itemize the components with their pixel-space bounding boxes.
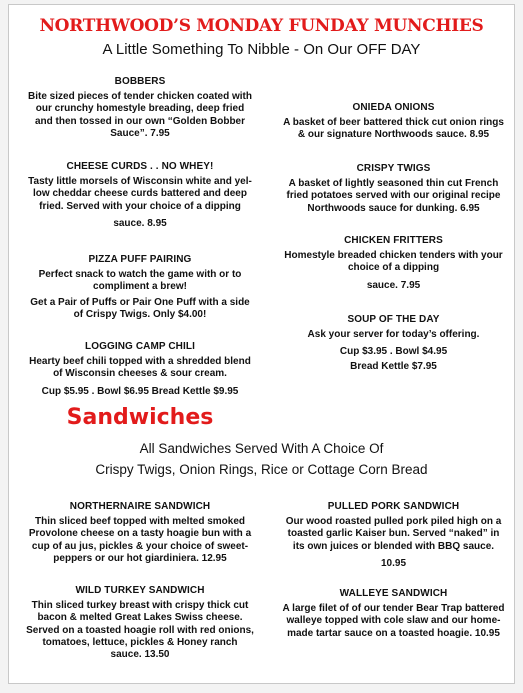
item-description [9, 516, 271, 565]
menu-item-onieda-onions [271, 102, 515, 142]
desc-line: Perfect snack to watch the game with or to [38, 269, 242, 280]
item-description [9, 600, 271, 661]
menu-item-logging-camp-chili [9, 341, 271, 397]
item-description [271, 603, 515, 640]
desc-line: Homestyle breaded chicken tenders with your [284, 250, 503, 261]
desc-line: peppers or our hot giardiniera. 12.95 [53, 552, 227, 564]
desc-line: A basket of lightly seasoned thin cut French [288, 178, 499, 189]
desc-line: Tasty little morsels of Wisconsin white and yel- [28, 176, 252, 187]
desc-line: & our signature Northwoods sauce. 8.95 [297, 129, 490, 141]
desc-line: sauce. 13.50 [110, 649, 170, 661]
item-description [9, 269, 271, 294]
desc-line: Sauce”. 7.95 [110, 127, 170, 139]
menu-item-cheese-curds [9, 161, 271, 229]
desc-line: Thin sliced turkey breast with crispy thick cut [31, 600, 249, 611]
menu-item-pulled-pork-sandwich [271, 501, 515, 569]
item-name: PIZZA PUFF PAIRING [88, 254, 192, 265]
menu-item-chicken-fritters [271, 235, 515, 291]
desc-line: compliment a brew! [93, 281, 187, 293]
item-extra [9, 297, 271, 322]
desc-line: Thin sliced beef topped with melted smoked [34, 516, 246, 527]
item-name: LOGGING CAMP CHILI [85, 341, 195, 352]
sandwiches-heading: Sandwiches [66, 405, 214, 430]
desc-line: of Crispy Twigs. Only $4.00! [73, 308, 207, 320]
menu-title: NORTHWOOD’S MONDAY FUNDAY MUNCHIES [39, 16, 484, 36]
item-name: NORTHERNAIRE SANDWICH [69, 501, 211, 512]
desc-line: A basket of beer battered thick cut onion rings [283, 117, 504, 128]
item-description [9, 176, 271, 213]
item-name: SOUP OF THE DAY [347, 314, 440, 325]
menu-item-soup-of-the-day [271, 314, 515, 372]
item-description [9, 356, 271, 381]
item-description [271, 250, 515, 275]
item-description [271, 516, 515, 553]
desc-line: our crunchy homestyle breading, deep fried [35, 103, 245, 115]
item-price: 10.95 [380, 557, 407, 569]
desc-line: cup of au jus, pickles & your choice of sweet- [31, 540, 249, 552]
item-price-secondary: Bread Kettle $7.95 [350, 361, 437, 373]
desc-line: Hearty beef chili topped with a shredded blend [29, 356, 251, 367]
item-name: CHICKEN FRITTERS [344, 235, 443, 246]
menu-item-bobbers [9, 76, 271, 140]
item-name: ONIEDA ONIONS [352, 102, 435, 113]
desc-line: tomatoes, lettuce, pickles & Honey ranch [42, 636, 238, 648]
desc-line: and then tossed in our own “Golden Bobber [35, 115, 245, 127]
sandwiches-subtitle-line1: All Sandwiches Served With A Choice Of [139, 441, 384, 456]
desc-line: toasted garlic Kaiser bun. Served “naked” in [287, 528, 500, 540]
sandwiches-subtitle-line2: Crispy Twigs, Onion Rings, Rice or Cottage Corn Bread [95, 462, 428, 477]
item-description [271, 329, 515, 341]
menu-item-northernaire-sandwich [9, 501, 271, 565]
item-price: Cup $5.95 . Bowl $6.95 Bread Kettle $9.95 [41, 385, 239, 397]
item-name: CRISPY TWIGS [356, 163, 431, 174]
item-name: PULLED PORK SANDWICH [327, 501, 460, 512]
desc-line: Get a Pair of Puffs or Pair One Puff with a side [30, 296, 250, 308]
desc-line: fried. Served with your choice of a dipping [39, 200, 241, 212]
item-price: Cup $3.95 . Bowl $4.95 [339, 346, 448, 358]
desc-line: fried potatoes served with our original recipe [286, 190, 501, 202]
menu-item-crispy-twigs [271, 163, 515, 215]
desc-line: low cheddar cheese curds battered and deep [33, 188, 247, 200]
desc-line: Provolone cheese on a tasty hoagie bun with a [28, 528, 252, 540]
desc-line: of Wisconsin cheeses & sour cream. [53, 368, 227, 380]
menu-item-walleye-sandwich [271, 588, 515, 640]
menu-subtitle: A Little Something To Nibble - On Our OFF DAY [102, 41, 421, 58]
desc-line: Bite sized pieces of tender chicken coated with [28, 91, 252, 102]
item-description [9, 91, 271, 140]
desc-line: Northwoods sauce for dunking. 6.95 [307, 202, 480, 214]
desc-line: A large filet of of our tender Bear Trap battered [282, 603, 505, 614]
desc-line: Ask your server for today’s offering. [307, 329, 480, 340]
desc-line: its own juices or blended with BBQ sauce. [292, 540, 495, 552]
item-name: WALLEYE SANDWICH [339, 588, 448, 599]
desc-line: Our wood roasted pulled pork piled high on a [285, 516, 502, 527]
desc-line: made tartar sauce on a toasted hoagie. 10.95 [287, 627, 500, 639]
menu-item-pizza-puff [9, 254, 271, 321]
item-description [271, 178, 515, 215]
desc-line: choice of a dipping [347, 262, 440, 274]
item-name: WILD TURKEY SANDWICH [75, 585, 205, 596]
desc-line: Served on a toasted hoagie roll with red onions, [26, 624, 254, 636]
item-name: BOBBERS [114, 76, 166, 87]
item-price: sauce. 7.95 [366, 279, 421, 291]
desc-line: bacon & melted Great Lakes Swiss cheese. [37, 612, 243, 624]
menu-item-wild-turkey-sandwich [9, 585, 271, 661]
item-description [271, 117, 515, 142]
desc-line: walleye topped with cole slaw and our home- [286, 615, 501, 627]
item-name: CHEESE CURDS . . NO WHEY! [66, 161, 214, 172]
item-price: sauce. 8.95 [113, 217, 167, 229]
menu-page [8, 4, 515, 684]
